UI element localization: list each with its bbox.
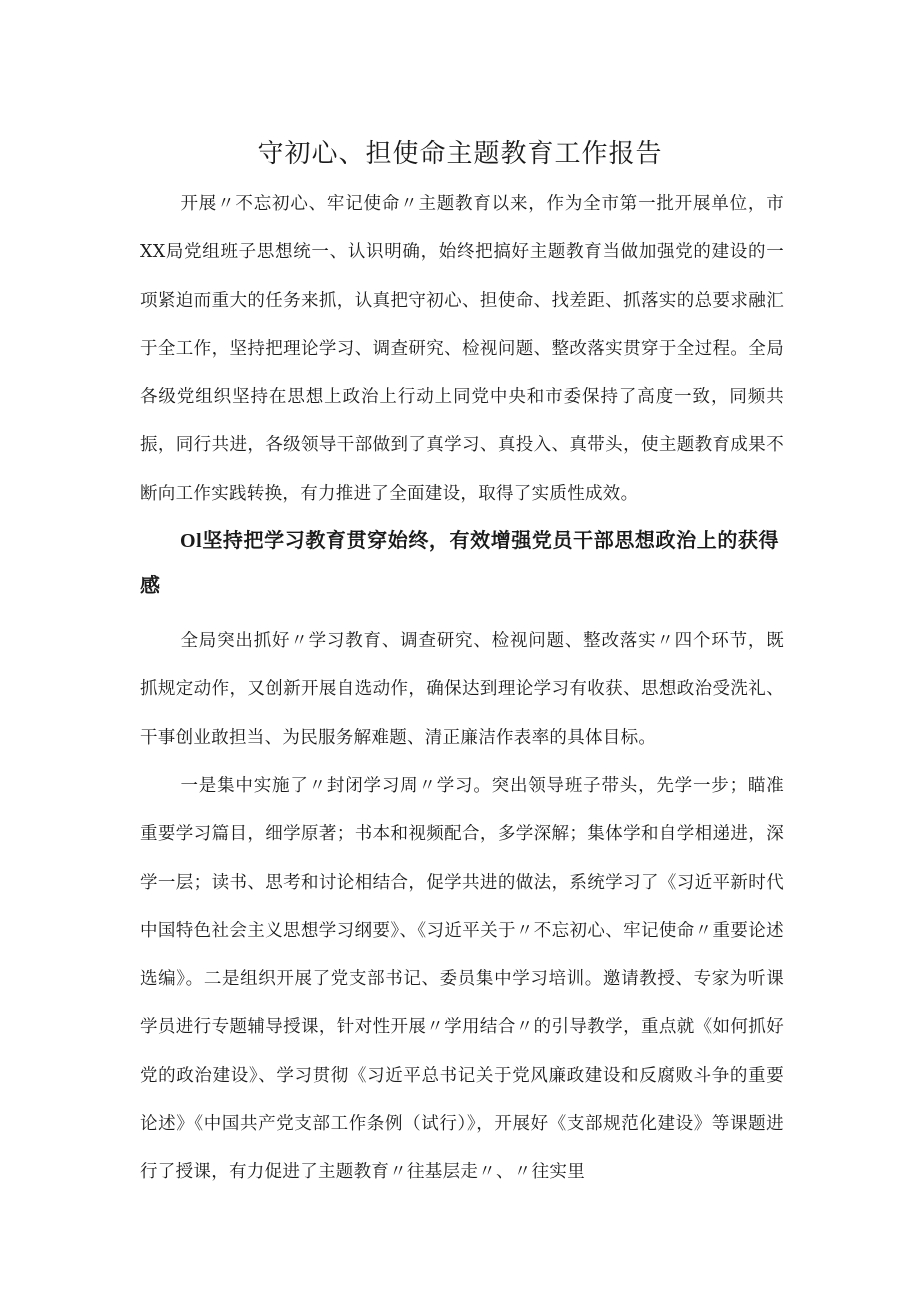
paragraph-study-details bbox=[140, 762, 784, 1197]
section-index: Ol bbox=[180, 530, 203, 552]
paragraph-study-details-text: 一是集中实施了〃封闭学习周〃学习。突出领导班子带头，先学一步；瞄准重要学习篇目，细学原著；书本和视频配合，多学深解；集体学和自学相递进，深学一层；读书、思考和讨论相结合，促学共进的做法，系统学习了《习近平新时代中国特色社会主义思想学习纲要》、《习近平关于〃不忘初心、牢记使命〃重要论述选编》。二是组织开展了党支部书记、委员集中学习培训。邀请教授、专家为听课学员进行专题辅导授课，针对性开展〃学用结合〃的引导教学，重点就《如何抓好党的政治建设》、学习贯彻《习近平总书记关于党风廉政建设和反腐败斗争的重要论述》《中国共产党支部工作条例（试行）》，开展好《支部规范化建设》等课题进行了授课，有力促进了主题教育〃往基层走〃、〃往实里 bbox=[140, 776, 784, 1183]
paragraph-section-summary bbox=[140, 617, 784, 762]
paragraph-section-summary-text: 全局突出抓好〃学习教育、调查研究、检视问题、整改落实〃四个环节，既抓规定动作，又创新开展自选动作，确保达到理论学习有收获、思想政治受洗礼、干事创业敢担当、为民服务解难题、清正廉洁作表率的具体目标。 bbox=[140, 631, 784, 748]
document-title: 守初心、担使命主题教育工作报告 bbox=[257, 139, 663, 169]
section-heading-text: 坚持把学习教育贯穿始终，有效增强党员干部思想政治上的获得感 bbox=[140, 528, 780, 597]
section-heading bbox=[140, 518, 784, 607]
paragraph-intro bbox=[140, 180, 784, 518]
paragraph-intro-text: 开展〃不忘初心、牢记使命〃主题教育以来，作为全市第一批开展单位，市XX局党组班子思想统一、认识明确，始终把搞好主题教育当做加强党的建设的一项紧迫而重大的任务来抓，认真把守初心、担使命、找差距、抓落实的总要求融汇于全工作，坚持把理论学习、调查研究、检视问题、整改落实贯穿于全过程。全局各级党组织坚持在思想上政治上行动上同党中央和市委保持了高度一致，同频共振，同行共进，各级领导干部做到了真学习、真投入、真带头，使主题教育成果不断向工作实践转换，有力推进了全面建设，取得了实质性成效。 bbox=[140, 194, 784, 504]
